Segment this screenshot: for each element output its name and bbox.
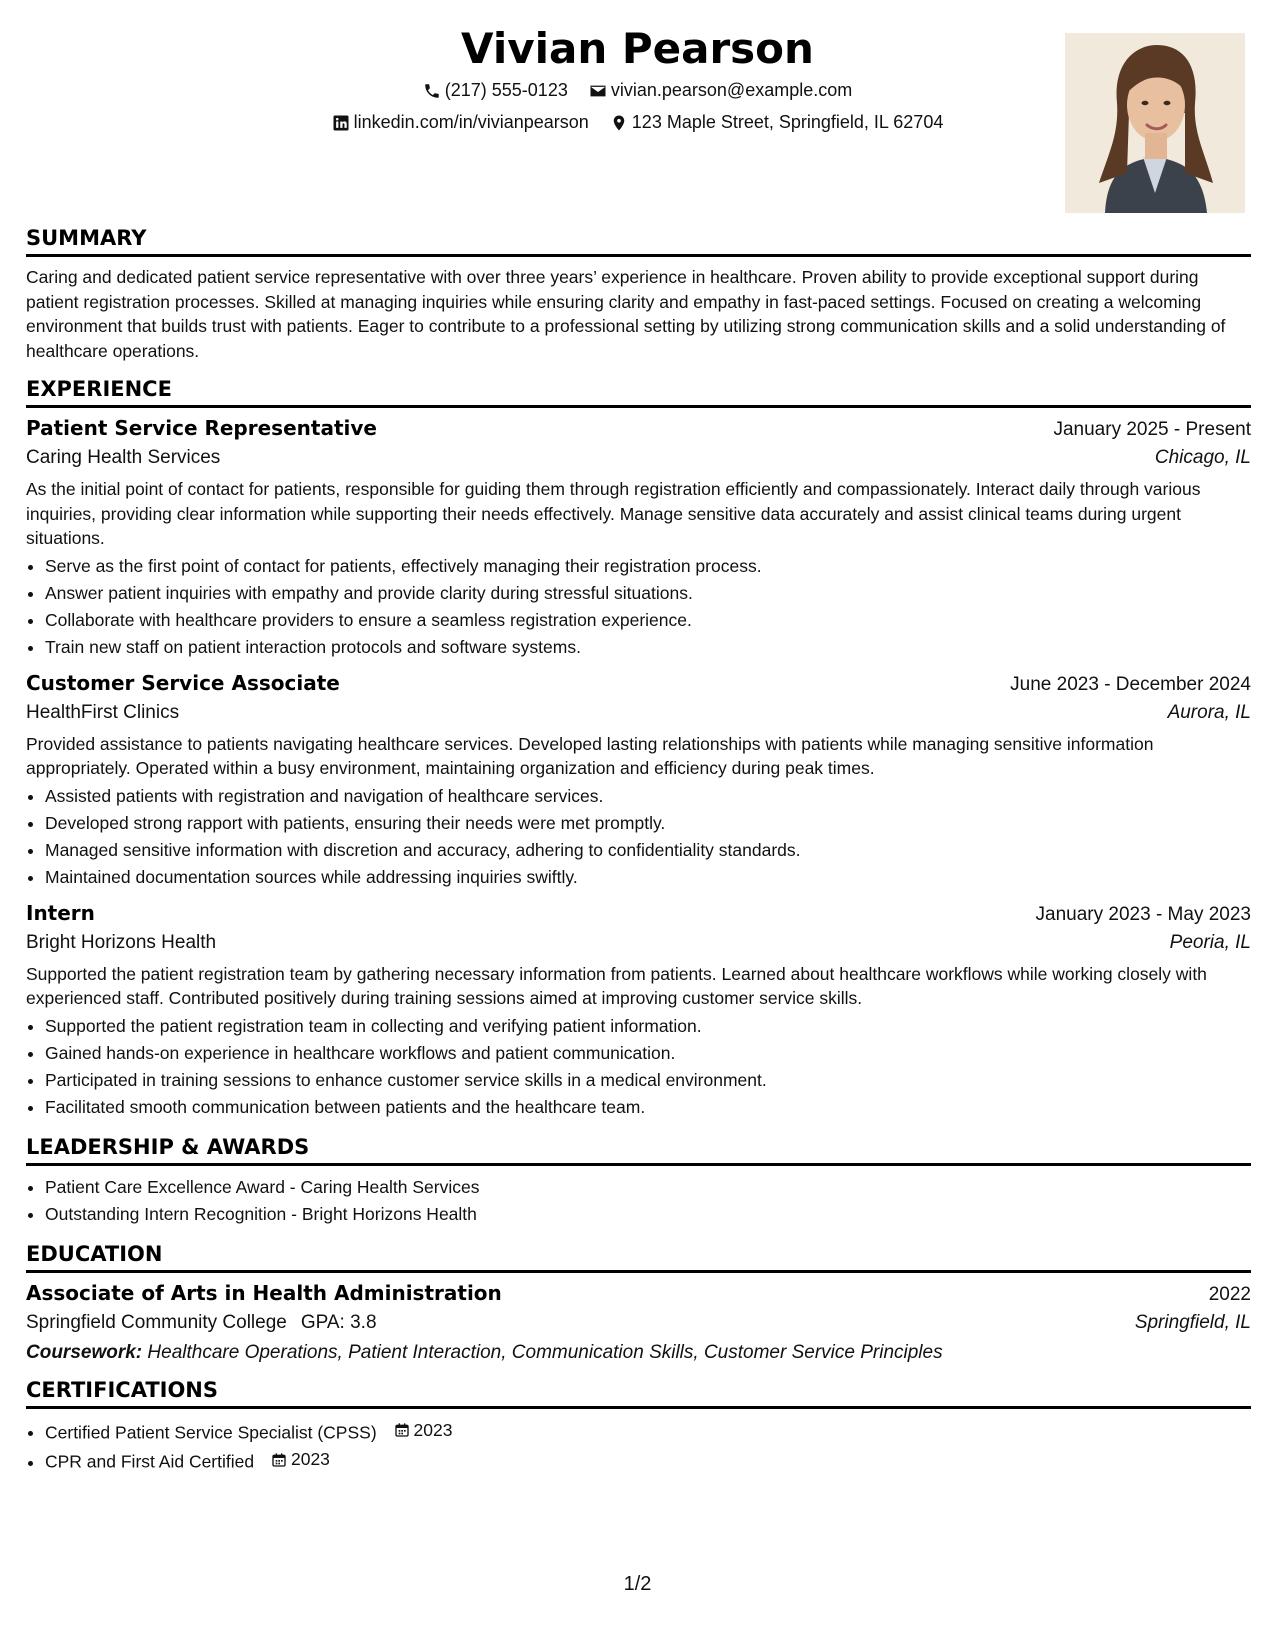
resume-header <box>0 18 1275 218</box>
degree-title: Associate of Arts in Health Administration <box>26 1280 502 1305</box>
certification-year: 2023 <box>413 1419 453 1440</box>
job-location: Peoria, IL <box>1169 931 1251 953</box>
calendar-icon <box>271 1452 287 1468</box>
candidate-name: Vivian Pearson <box>461 24 814 73</box>
list-item: • Collaborate with healthcare providers to ensure a seamless registration experience. <box>45 607 1251 634</box>
list-item: • Maintained documentation sources while addressing inquiries swiftly. <box>45 864 1251 891</box>
section-title-experience: EXPERIENCE <box>26 377 1251 408</box>
list-item: • Serve as the first point of contact for patients, effectively managing their registration process. <box>45 553 1251 580</box>
contact-phone[interactable] <box>423 80 568 101</box>
list-item: • Participated in training sessions to enhance customer service skills in a medical environment. <box>45 1067 1251 1094</box>
calendar-icon <box>394 1422 410 1438</box>
email-text: vivian.pearson@example.com <box>610 80 853 100</box>
contact-linkedin[interactable] <box>332 112 589 133</box>
contact-email[interactable] <box>589 80 852 101</box>
job-company: Bright Horizons Health <box>26 931 217 953</box>
contact-address <box>610 112 944 133</box>
list-item: • Managed sensitive information with discretion and accuracy, adhering to confidentiality standards. <box>45 837 1251 864</box>
certification-date <box>271 1446 330 1473</box>
section-title-leadership: LEADERSHIP & AWARDS <box>26 1135 1251 1166</box>
leadership-section <box>26 1135 1251 1228</box>
award-list <box>45 1174 1251 1228</box>
section-title-education: EDUCATION <box>26 1242 1251 1273</box>
certification-name: Certified Patient Service Specialist (CPSS) <box>45 1422 377 1442</box>
list-item: • Facilitated smooth communication between patients and the healthcare team. <box>45 1094 1251 1121</box>
job-location: Aurora, IL <box>1167 701 1251 723</box>
job-description: As the initial point of contact for patients, responsible for guiding them through registration efficiently and compassionately. Interact daily through various inquiries, providing clear information while supporting their needs effectively. Manage sensitive data accurately and assist clinical teams during urgent situations. <box>26 479 1201 548</box>
job-title: Intern <box>26 900 95 925</box>
job-date: January 2023 - May 2023 <box>1035 903 1251 925</box>
page-number: 1/2 <box>623 1573 652 1595</box>
phone-text: (217) 555-0123 <box>444 80 568 100</box>
job-date: January 2025 - Present <box>1053 419 1251 440</box>
list-item <box>45 1446 1251 1476</box>
job-location: Chicago, IL <box>1154 447 1251 468</box>
profile-photo <box>1065 33 1245 213</box>
job-date: June 2023 - December 2024 <box>1010 673 1251 695</box>
gpa-text: GPA: 3.8 <box>300 1311 377 1333</box>
job-bullets <box>45 783 1251 891</box>
list-item: • Assisted patients with registration and navigation of healthcare services. <box>45 783 1251 810</box>
certification-name: CPR and First Aid Certified <box>45 1451 255 1472</box>
list-item: • Train new staff on patient interaction protocols and software systems. <box>45 634 1251 661</box>
certifications-section <box>26 1378 1251 1476</box>
school-location: Springfield, IL <box>1134 1311 1251 1333</box>
certification-list <box>45 1417 1251 1476</box>
job-entry <box>26 901 1251 1121</box>
section-title-certifications: CERTIFICATIONS <box>26 1378 1251 1409</box>
portrait-image <box>1065 33 1245 213</box>
list-item: • Supported the patient registration team in collecting and verifying patient information. <box>45 1013 1251 1040</box>
job-description: Provided assistance to patients navigating healthcare services. Developed lasting relationships with patients while managing sensitive information appropriately. Operated within a busy environment, maintaining organization and efficiency during peak times. <box>26 733 1154 778</box>
education-section <box>26 1242 1251 1364</box>
section-title-summary: SUMMARY <box>26 226 1251 257</box>
list-item: • Gained hands-on experience in healthcare workflows and patient communication. <box>45 1040 1251 1067</box>
linkedin-icon <box>332 114 350 132</box>
certification-year: 2023 <box>290 1449 330 1469</box>
list-item: • Developed strong rapport with patients, ensuring their needs were met promptly. <box>45 810 1251 837</box>
school-name: Springfield Community College <box>26 1311 287 1333</box>
experience-section <box>26 377 1251 1121</box>
coursework-line <box>26 1342 1251 1364</box>
list-item: • Outstanding Intern Recognition - Bright Horizons Health <box>45 1201 1251 1228</box>
envelope-icon <box>589 82 607 100</box>
list-item: • Answer patient inquiries with empathy and provide clarity during stressful situations. <box>45 580 1251 607</box>
graduation-year: 2022 <box>1208 1283 1251 1305</box>
address-text: 123 Maple Street, Springfield, IL 62704 <box>631 112 944 132</box>
map-pin-icon <box>610 114 628 132</box>
job-bullets <box>45 1013 1251 1121</box>
coursework-text: Healthcare Operations, Patient Interaction, Communication Skills, Customer Service Principles <box>147 1341 943 1363</box>
resume-body <box>26 226 1251 1490</box>
school-line <box>26 1312 377 1334</box>
phone-icon <box>423 82 441 100</box>
job-company: Caring Health Services <box>26 447 221 468</box>
job-title: Customer Service Associate <box>26 670 340 695</box>
summary-text: Caring and dedicated patient service representative with over three years’ experience in healthcare. Proven ability to provide exceptional support during patient registration processes. Skilled at managing inquiries while ensuring clarity and empathy in fast-paced settings. Focused on creating a welcoming environment that builds trust with patients. Eager to contribute to a professional setting by utilizing strong communication skills and a solid understanding of healthcare operations. <box>26 267 1226 361</box>
job-description: Supported the patient registration team by gathering necessary information from patients. Learned about healthcare workflows while working closely with experienced staff. Contributed positively during training sessions aimed at improving customer service skills. <box>26 963 1207 1008</box>
list-item: • Patient Care Excellence Award - Caring Health Services <box>45 1174 1251 1201</box>
job-entry <box>26 416 1251 661</box>
coursework-label: Coursework: <box>26 1341 143 1363</box>
job-company: HealthFirst Clinics <box>26 701 180 723</box>
linkedin-text: linkedin.com/in/vivianpearson <box>353 112 589 132</box>
job-bullets <box>45 553 1251 661</box>
certification-date <box>394 1417 453 1444</box>
summary-section <box>26 226 1251 363</box>
list-item <box>45 1417 1251 1447</box>
job-title: Patient Service Representative <box>26 416 377 440</box>
job-entry <box>26 671 1251 891</box>
